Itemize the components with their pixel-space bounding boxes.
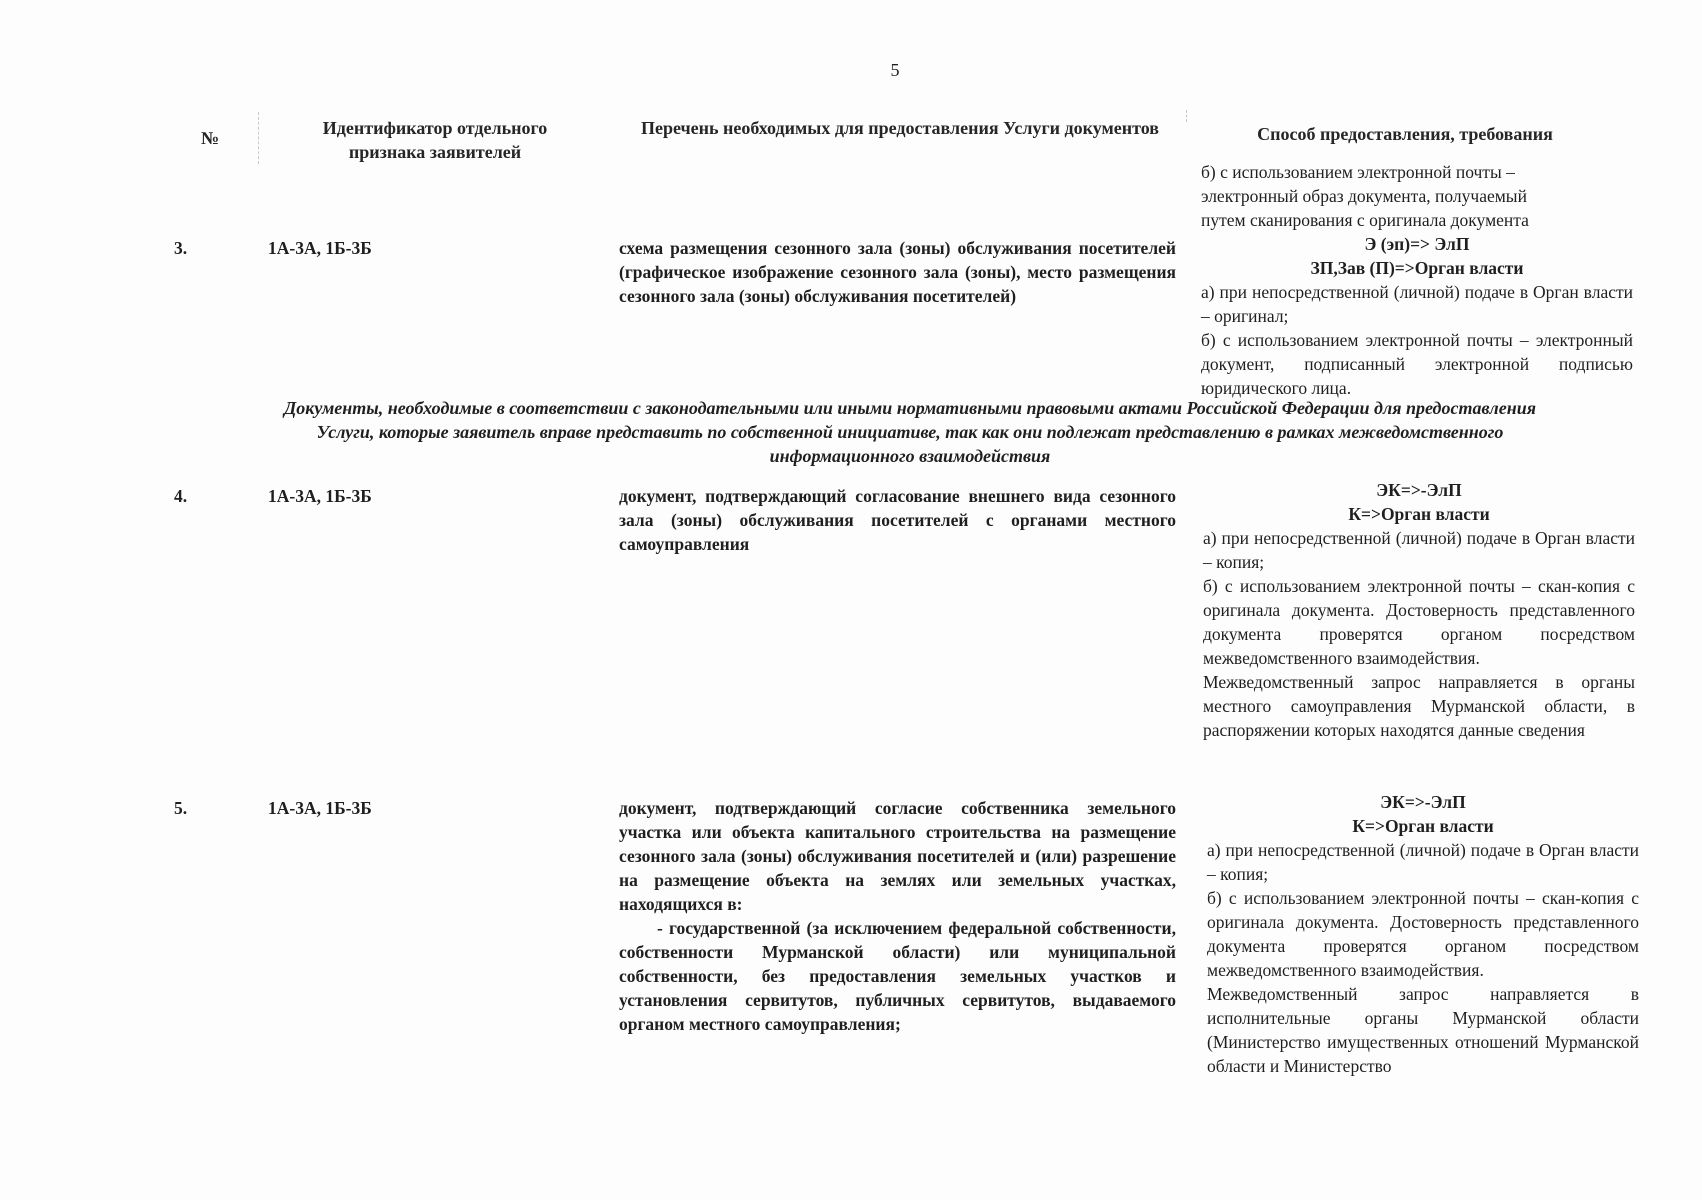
- section-title-line: Документы, необходимые в соответствии с законодательными или иными нормативными правовыми актами Российской Федерации для предоставления: [284, 398, 1536, 418]
- method-paragraph: Межведомственный запрос направляется в исполнительные органы Мурманской области (Министерство имущественных отношений Мурманской области и Министерство: [1207, 984, 1639, 1076]
- method-code: К=>Орган власти: [1352, 816, 1494, 836]
- method-paragraph: а) при непосредственной (личной) подаче в Орган власти – копия;: [1207, 840, 1639, 884]
- method-code: ЗП,Зав (П)=>Орган власти: [1310, 258, 1524, 278]
- section-title-line: информационного взаимодействия: [769, 446, 1051, 466]
- method-line: электронный образ документа, получаемый: [1201, 186, 1527, 206]
- section-title-line: Услуги, которые заявитель вправе представить по собственной инициативе, так как они подлежат представлению в рамках межведомственного: [316, 422, 1504, 442]
- method-paragraph: а) при непосредственной (личной) подаче в Орган власти – оригинал;: [1201, 282, 1633, 326]
- method-code: Э (эп)=> ЭлП: [1364, 234, 1470, 254]
- header-documents: Перечень необходимых для предоставления Услуги документов: [640, 118, 1159, 138]
- method-paragraph: б) с использованием электронной почты – скан-копия с оригинала документа. Достоверность представленного документа проверятся органом посредством межведомственного взаимодействия.: [1207, 888, 1639, 980]
- row-identifier: 1А-3А, 1Б-3Б: [268, 798, 372, 818]
- method-code: ЭК=>-ЭлП: [1376, 480, 1462, 500]
- method-code: К=>Орган власти: [1348, 504, 1490, 524]
- method-continuation: [1201, 160, 1633, 232]
- header-number: №: [200, 128, 220, 148]
- header-method: Способ предоставления, требования: [1257, 124, 1553, 144]
- row-number: 4.: [174, 486, 188, 506]
- document-paragraph: схема размещения сезонного зала (зоны) обслуживания посетителей (графическое изображение сезонного зала (зоны), место размещения сезонного зала (зоны) обслуживания посетителей): [619, 238, 1176, 306]
- header-divider: [258, 112, 259, 164]
- row-method: [1201, 232, 1633, 400]
- header-identifier: Идентификатор отдельного признака заявителей: [322, 118, 548, 162]
- row-number: 3.: [174, 238, 188, 258]
- row-document: [619, 236, 1176, 308]
- method-paragraph: Межведомственный запрос направляется в органы местного самоуправления Мурманской области, в распоряжении которых находятся данные сведения: [1203, 672, 1635, 740]
- row-number: 5.: [174, 798, 188, 818]
- section-title: [170, 396, 1650, 468]
- page-number: 5: [890, 60, 900, 80]
- method-line: путем сканирования с оригинала документа: [1201, 210, 1529, 230]
- method-paragraph: б) с использованием электронной почты – скан-копия с оригинала документа. Достоверность представленного документа проверятся органом посредством межведомственного взаимодействия.: [1203, 576, 1635, 668]
- method-code: ЭК=>-ЭлП: [1380, 792, 1466, 812]
- row-method: [1207, 790, 1639, 1078]
- method-paragraph: б) с использованием электронной почты – электронный документ, подписанный электронной подписью юридического лица.: [1201, 330, 1633, 398]
- row-identifier: 1А-3А, 1Б-3Б: [268, 486, 372, 506]
- row-document: [619, 796, 1176, 1036]
- row-document: [619, 484, 1176, 556]
- method-line: б) с использованием электронной почты –: [1201, 162, 1515, 182]
- document-paragraph: - государственной (за исключением федеральной собственности, собственности Мурманской области) или муниципальной собственности, без предоставления земельных участков и установления сервитутов, публичных сервитутов, выдаваемого органом местного самоуправления;: [619, 918, 1176, 1034]
- row-identifier: 1А-3А, 1Б-3Б: [268, 238, 372, 258]
- header-divider: [1186, 110, 1187, 122]
- document-paragraph: документ, подтверждающий согласование внешнего вида сезонного зала (зоны) обслуживания посетителей с органами местного самоуправления: [619, 486, 1176, 554]
- row-method: [1203, 478, 1635, 742]
- document-paragraph: документ, подтверждающий согласие собственника земельного участка или объекта капитального строительства на размещение сезонного зала (зоны) обслуживания посетителей и (или) разрешение на размещение объекта на землях или земельных участках, находящихся в:: [619, 798, 1176, 914]
- method-paragraph: а) при непосредственной (личной) подаче в Орган власти – копия;: [1203, 528, 1635, 572]
